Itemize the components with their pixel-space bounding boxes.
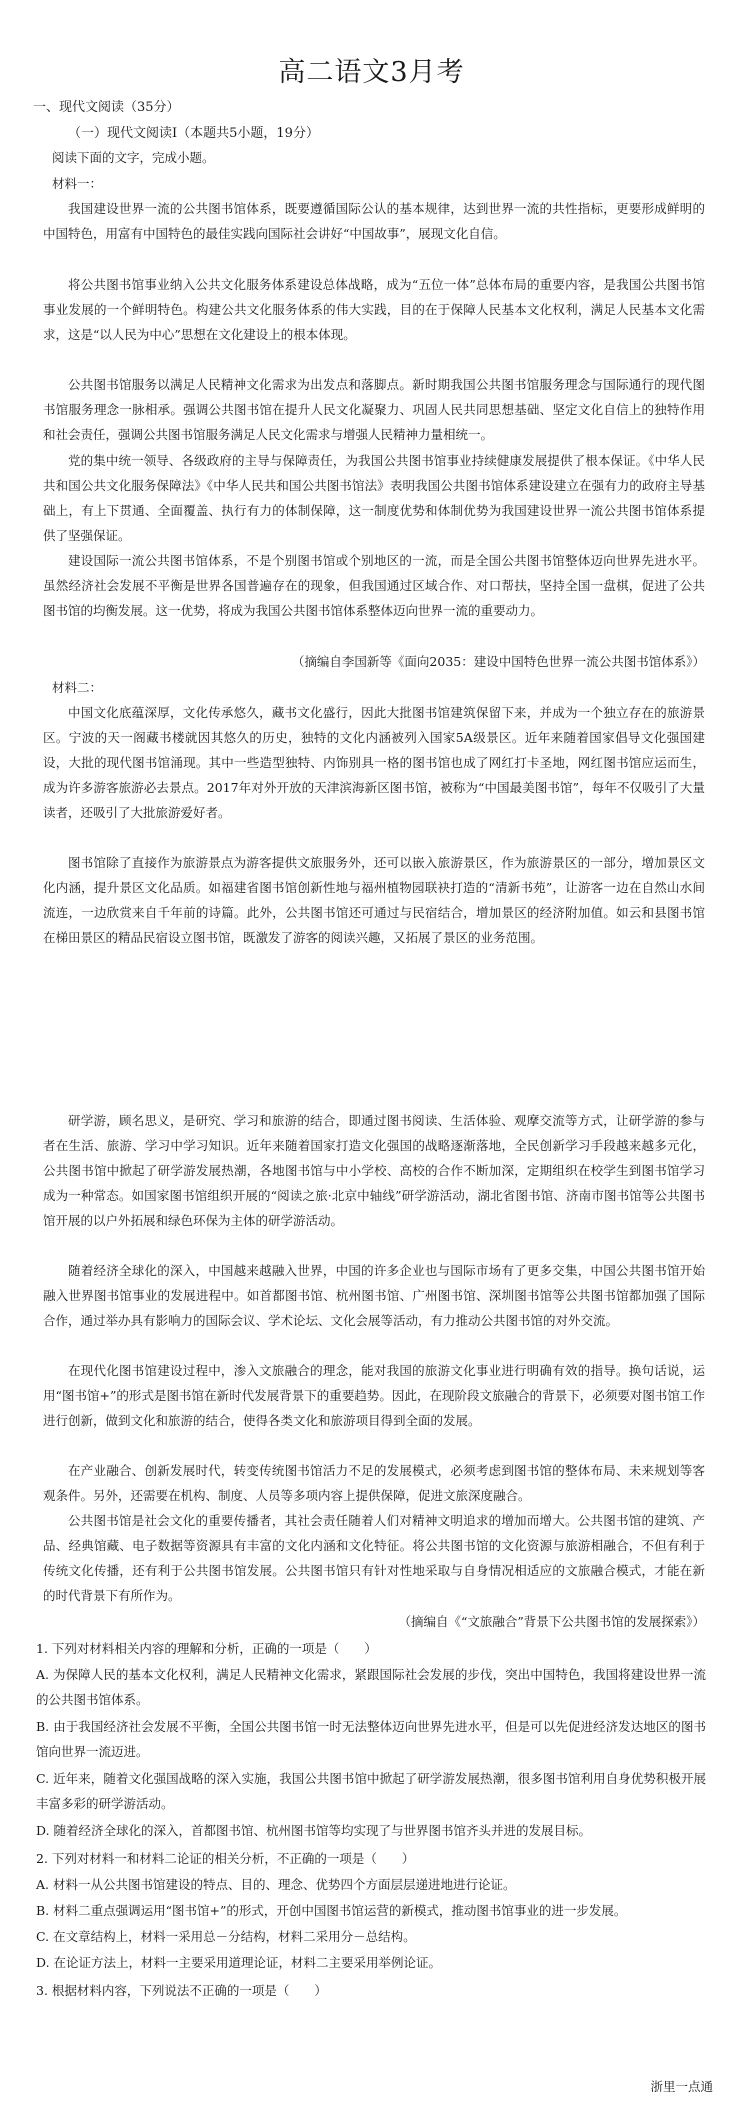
material-two-paragraph: 随着经济全球化的深入，中国越来越融入世界，中国的许多企业也与国际市场有了更多交集，中国公共图书馆开始融入世界图书馆事业的发展进程中。如首都图书馆、杭州图书馆、广州图书馆、深圳图书馆等公共图书馆都加强了国际合作，通过举办具有影响力的国际会议、学术论坛、文化会展等活动，有力推动公共图书馆的对外交流。 xyxy=(43,1263,705,1328)
question-option: B. 材料二重点强调运用“图书馆+”的形式，开创中国图书馆运营的新模式，推动图书馆事业的进一步发展。 xyxy=(36,1903,627,1918)
material-one-paragraph: 党的集中统一领导、各级政府的主导与保障责任，为我国公共图书馆事业持续健康发展提供了根本保证。《中华人民共和国公共文化服务保障法》《中华人民共和国公共图书馆法》表明我国公共图书馆体系建设建立在强有力的政府主导基础上，有上下贯通、全面覆盖、执行有力的体制保障，这一制度优势和体制优势为我国建设世界一流公共图书馆体系提供了坚强保证。 xyxy=(43,453,705,543)
material-two-paragraph: 公共图书馆是社会文化的重要传播者，其社会责任随着人们对精神文明追求的增加而增大。公共图书馆的建筑、产品、经典馆藏、电子数据等资源具有丰富的文化内涵和文化特征。将公共图书馆的文化资源与旅游相融合，不但有利于传统文化传播，还有利于公共图书馆发展。公共图书馆只有针对性地采取与自身情况相适应的文旅融合模式，才能在新的时代背景下有所作为。 xyxy=(43,1513,705,1603)
section-heading: 一、现代文阅读（35分） xyxy=(33,100,180,115)
material-one-paragraph: 建设国际一流公共图书馆体系，不是个别图书馆或个别地区的一流，而是全国公共图书馆整体迈向世界先进水平。虽然经济社会发展不平衡是世界各国普遍存在的现象，但我国通过区域合作、对口帮扶，坚持全国一盘棋，促进了公共图书馆的均衡发展。这一优势，将成为我国公共图书馆体系整体迈向世界一流的重要动力。 xyxy=(43,553,705,618)
footer-watermark: 浙里一点通 xyxy=(650,2079,713,2094)
page-title: 高二语文3月考 xyxy=(278,57,465,88)
material-two-label: 材料二： xyxy=(52,680,103,695)
question-option: D. 随着经济全球化的深入，首都图书馆、杭州图书馆等均实现了与世界图书馆齐头并进的发展目标。 xyxy=(36,1823,592,1838)
material-two-paragraph: 中国文化底蕴深厚，文化传承悠久，藏书文化盛行，因此大批图书馆建筑保留下来，并成为一个独立存在的旅游景区。宁波的天一阁藏书楼就因其悠久的历史，独特的文化内涵被列入国家5A级景区。近年来随着国家倡导文化强国建设，大批的现代图书馆涌现。其中一些造型独特、内饰别具一格的图书馆也成了网红打卡圣地，网红图书馆应运而生，成为许多游客旅游必去景点。2017年对外开放的天津滨海新区图书馆，被称为“中国最美图书馆”，每年不仅吸引了大量读者，还吸引了大批旅游爱好者。 xyxy=(43,705,705,820)
material-one-source: （摘编自李国新等《面向2035：建设中国特色世界一流公共图书馆体系》） xyxy=(291,654,705,669)
question-option: C. 在文章结构上，材料一采用总－分结构，材料二采用分－总结构。 xyxy=(36,1929,416,1944)
material-one-paragraph: 将公共图书馆事业纳入公共文化服务体系建设总体战略，成为“五位一体”总体布局的重要内容，是我国公共图书馆事业发展的一个鲜明特色。构建公共文化服务体系的伟大实践，目的在于保障人民基本文化权利，满足人民基本文化需求，这是“以人民为中心”思想在文化建设上的根本体现。 xyxy=(43,277,705,342)
material-two-paragraph: 图书馆除了直接作为旅游景点为游客提供文旅服务外，还可以嵌入旅游景区，作为旅游景区的一部分，增加景区文化内涵，提升景区文化品质。如福建省图书馆创新性地与福州植物园联袂打造的“清新书苑”，让游客一边在自然山水间流连，一边欣赏来自千年前的诗篇。此外，公共图书馆还可通过与民宿结合，增加景区的经济附加值。如云和县图书馆在梯田景区的精品民宿设立图书馆，既激发了游客的阅读兴趣，又拓展了景区的业务范围。 xyxy=(43,855,705,945)
question-option: A. 为保障人民的基本文化权利，满足人民精神文化需求，紧跟国际社会发展的步伐，突出中国特色，我国将建设世界一流的公共图书馆体系。 xyxy=(36,1667,706,1707)
question-option: A. 材料一从公共图书馆建设的特点、目的、理念、优势四个方面层层递进地进行论证。 xyxy=(36,1877,516,1892)
material-one-paragraph: 我国建设世界一流的公共图书馆体系，既要遵循国际公认的基本规律，达到世界一流的共性指标，更要形成鲜明的中国特色，用富有中国特色的最佳实践向国际社会讲好“中国故事”，展现文化自信。 xyxy=(43,201,705,241)
question-stem: 1. 下列对材料相关内容的理解和分析，正确的一项是（ ） xyxy=(36,1641,377,1656)
instruction-text: 阅读下面的文字，完成小题。 xyxy=(52,150,215,165)
material-one-label: 材料一： xyxy=(52,176,103,191)
question-option: B. 由于我国经济社会发展不平衡，全国公共图书馆一时无法整体迈向世界先进水平，但是可以先促进经济发达地区的图书馆向世界一流迈进。 xyxy=(36,1719,706,1759)
material-two-paragraph: 在现代化图书馆建设过程中，渗入文旅融合的理念，能对我国的旅游文化事业进行明确有效的指导。换句话说，运用“图书馆+”的形式是图书馆在新时代发展背景下的重要趋势。因此，在现阶段文旅融合的背景下，必须要对图书馆工作进行创新，做到文化和旅游的结合，使得各类文化和旅游项目得到全面的发展。 xyxy=(43,1363,705,1428)
question-option: C. 近年来，随着文化强国战略的深入实施，我国公共图书馆中掀起了研学游发展热潮，很多图书馆利用自身优势积极开展丰富多彩的研学游活动。 xyxy=(36,1771,706,1811)
question-stem: 3. 根据材料内容，下列说法不正确的一项是（ ） xyxy=(36,1983,327,1998)
subsection-heading: （一）现代文阅读Ⅰ（本题共5小题，19分） xyxy=(68,126,319,141)
material-one-paragraph: 公共图书馆服务以满足人民精神文化需求为出发点和落脚点。新时期我国公共图书馆服务理念与国际通行的现代图书馆服务理念一脉相承。强调公共图书馆在提升人民文化凝聚力、巩固人民共同思想基础、坚定文化自信上的独特作用和社会责任，强调公共图书馆服务满足人民文化需求与增强人民精神力量相统一。 xyxy=(43,377,705,442)
material-two-paragraph: 研学游，顾名思义，是研究、学习和旅游的结合，即通过图书阅读、生活体验、观摩交流等方式，让研学游的参与者在生活、旅游、学习中学习知识。近年来随着国家打造文化强国的战略逐渐落地，全民创新学习手段越来越多元化，公共图书馆中掀起了研学游发展热潮，各地图书馆与中小学校、高校的合作不断加深，定期组织在校学生到图书馆学习成为一种常态。如国家图书馆组织开展的“阅读之旅·北京中轴线”研学游活动，湖北省图书馆、济南市图书馆等公共图书馆开展的以户外拓展和绿色环保为主体的研学游活动。 xyxy=(43,1113,705,1228)
material-two-paragraph: 在产业融合、创新发展时代，转变传统图书馆活力不足的发展模式，必须考虑到图书馆的整体布局、未来规划等客观条件。另外，还需要在机构、制度、人员等多项内容上提供保障，促进文旅深度融合。 xyxy=(43,1463,705,1503)
question-stem: 2. 下列对材料一和材料二论证的相关分析，不正确的一项是（ ） xyxy=(36,1851,415,1866)
material-two-source: （摘编自《“文旅融合”背景下公共图书馆的发展探索》） xyxy=(398,1614,705,1629)
question-option: D. 在论证方法上，材料一主要采用道理论证，材料二主要采用举例论证。 xyxy=(36,1955,442,1970)
